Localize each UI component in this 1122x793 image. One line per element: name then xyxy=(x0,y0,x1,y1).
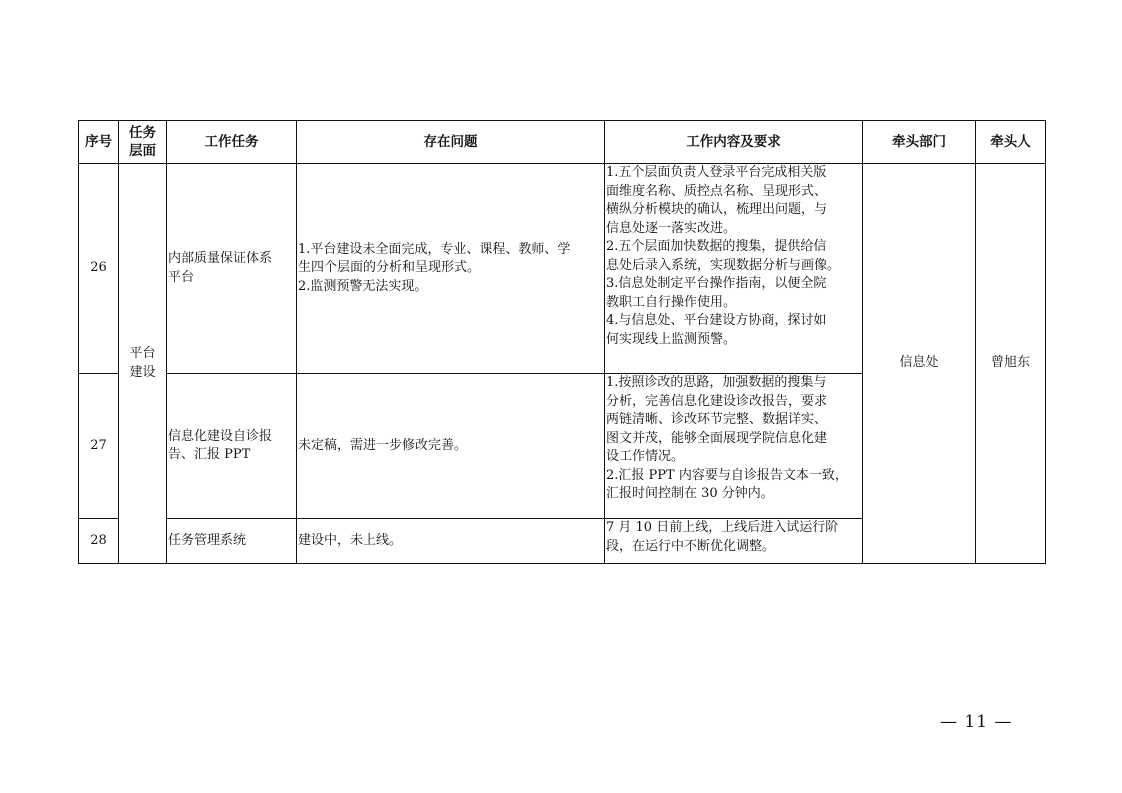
content-line: 分析，完善信息化建设诊改报告，要求 xyxy=(606,393,828,409)
content-line: 设工作情况。 xyxy=(606,449,685,464)
page-number: — 11 — xyxy=(940,712,1013,732)
content-line: 段，在运行中不断优化调整。 xyxy=(606,538,776,554)
row-no: 27 xyxy=(79,374,119,519)
header-department: 牵头部门 xyxy=(863,121,976,164)
header-level xyxy=(119,121,167,164)
header-no: 序号 xyxy=(79,121,119,164)
issue-line: 生四个层面的分析和呈现形式。 xyxy=(298,260,481,276)
header-task: 工作任务 xyxy=(167,121,297,164)
content-line: 汇报时间控制在 30 分钟内。 xyxy=(606,486,774,501)
table-header-row xyxy=(79,121,1046,164)
task-cell xyxy=(167,374,297,519)
task-line: 平台 xyxy=(168,269,195,285)
content-line: 教职工自行操作使用。 xyxy=(606,294,737,310)
task-line: 信息化建设自诊报 xyxy=(168,428,273,444)
issue-line: 未定稿，需进一步修改完善。 xyxy=(298,437,468,453)
content-line: 7 月 10 日前上线，上线后进入试运行阶 xyxy=(606,520,839,535)
content-line: 图文并茂，能够全面展现学院信息化建 xyxy=(606,430,828,446)
issue-line: 1.平台建设未全面完成，专业、课程、教师、学 xyxy=(298,241,571,257)
content-line: 面维度名称、质控点名称、呈现形式、 xyxy=(606,183,828,199)
content-line: 2.汇报 PPT 内容要与自诊报告文本一致， xyxy=(606,467,848,483)
content-line: 信息处逐一落实改进。 xyxy=(606,220,737,236)
content-cell xyxy=(605,374,863,519)
content-line: 息处后录入系统，实现数据分析与画像。 xyxy=(606,257,841,273)
content-line: 横纵分析模块的确认，梳理出问题，与 xyxy=(606,202,828,217)
issue-line: 建设中，未上线。 xyxy=(298,532,403,548)
row-no: 28 xyxy=(79,519,119,564)
content-line: 何实现线上监测预警。 xyxy=(606,331,737,347)
table-row xyxy=(79,164,1046,374)
content-cell xyxy=(605,519,863,564)
task-line: 告、汇报 PPT xyxy=(168,447,251,462)
content-cell xyxy=(605,164,863,374)
content-line: 4.与信息处、平台建设方协商，探讨如 xyxy=(606,313,827,328)
lead-cell: 曾旭东 xyxy=(976,164,1046,564)
task-table xyxy=(78,120,1046,564)
task-line: 内部质量保证体系 xyxy=(168,251,273,266)
content-line: 3.信息处制定平台操作指南，以便全院 xyxy=(606,276,827,291)
content-line: 1.五个层面负责人登录平台完成相关版 xyxy=(606,165,827,180)
issue-cell xyxy=(297,374,605,519)
header-level-line-1: 任务 xyxy=(129,125,156,141)
task-line: 任务管理系统 xyxy=(168,532,247,548)
header-issue: 存在问题 xyxy=(297,121,605,164)
row-no: 26 xyxy=(79,164,119,374)
issue-line: 2.监测预警无法实现。 xyxy=(298,278,428,294)
level-line-1: 平台 xyxy=(129,346,156,361)
content-line: 两链清晰、诊改环节完整、数据详实、 xyxy=(606,412,828,427)
department-cell: 信息处 xyxy=(863,164,976,564)
task-cell xyxy=(167,519,297,564)
task-level-cell xyxy=(119,164,167,564)
issue-cell xyxy=(297,519,605,564)
level-line-2: 建设 xyxy=(129,364,156,380)
content-line: 1.按照诊改的思路，加强数据的搜集与 xyxy=(606,375,827,390)
content-line: 2.五个层面加快数据的搜集，提供给信 xyxy=(606,239,827,254)
header-level-line-2: 层面 xyxy=(129,143,156,159)
header-content: 工作内容及要求 xyxy=(605,121,863,164)
issue-cell xyxy=(297,164,605,374)
header-lead: 牵头人 xyxy=(976,121,1046,164)
task-cell xyxy=(167,164,297,374)
